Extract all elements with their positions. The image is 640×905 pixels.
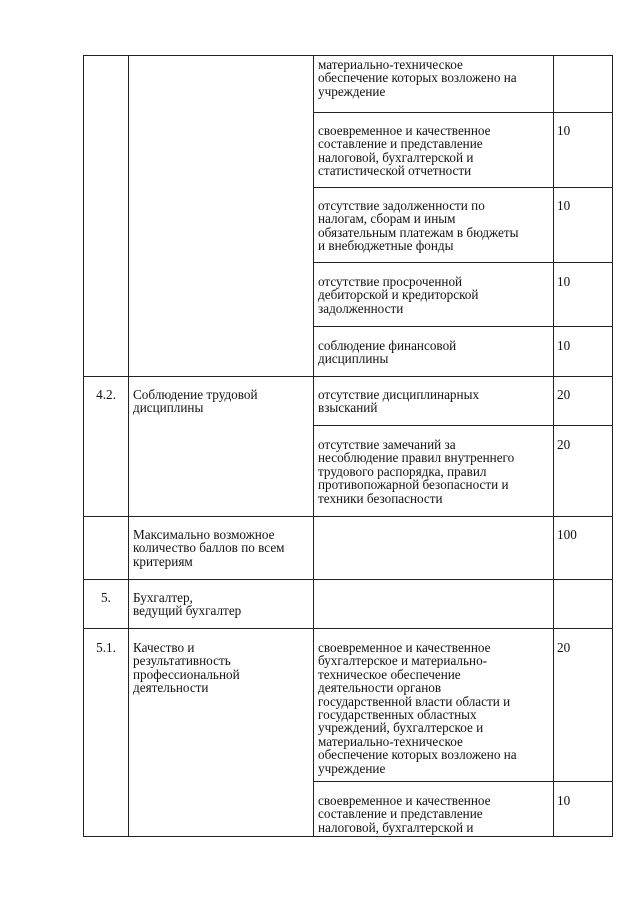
criterion-cell: отсутствие дисциплинарных взысканий [318, 387, 480, 416]
table-border-top [83, 55, 613, 56]
row-divider [83, 628, 613, 629]
column-divider-name [313, 55, 314, 837]
points-cell: 10 [557, 338, 571, 353]
name-cell: Максимально возможное количество баллов по всем критериям [133, 527, 285, 569]
row-divider [313, 187, 613, 188]
row-divider [313, 425, 613, 426]
points-cell: 20 [557, 387, 571, 402]
row-divider [313, 112, 613, 113]
number-cell: 5.1. [96, 640, 116, 655]
row-divider [83, 516, 613, 517]
criterion-cell: отсутствие просроченной дебиторской и кредиторской задолженности [318, 274, 479, 316]
row-divider [83, 579, 613, 580]
points-cell: 20 [557, 640, 571, 655]
number-cell: 4.2. [96, 387, 116, 402]
points-cell: 20 [557, 437, 571, 452]
row-divider [313, 781, 613, 782]
criterion-cell: своевременное и качественное составление и представление налоговой, бухгалтерской и статистической отчетности [318, 123, 491, 179]
points-cell: 10 [557, 198, 571, 213]
criterion-cell: отсутствие замечаний за несоблюдение правил внутреннего трудового распорядка, правил противопожарной безопасности и техники безопасности [318, 437, 515, 506]
criterion-cell: соблюдение финансовой дисциплины [318, 338, 457, 367]
table-border-bottom [83, 836, 613, 837]
row-divider [83, 376, 613, 377]
points-cell: 10 [557, 123, 571, 138]
column-divider-criterion [553, 55, 554, 837]
row-divider [313, 262, 613, 263]
number-cell: 5. [101, 590, 111, 605]
criterion-cell: своевременное и качественное бухгалтерское и материально- техническое обеспечение деятельности органов государственной власти области и государственных областных учреждений, бухгалтерское и материально-техническое обеспечение которых возложено на учреждение [318, 640, 517, 776]
criterion-cell: своевременное и качественное составление и представление налоговой, бухгалтерской и [318, 793, 491, 835]
column-divider-number [128, 55, 129, 837]
table-border-left [83, 55, 84, 837]
points-cell: 10 [557, 793, 571, 808]
points-cell: 10 [557, 274, 571, 289]
name-cell: Бухгалтер, ведущий бухгалтер [133, 590, 242, 619]
table-border-right [612, 55, 613, 837]
criterion-cell: материально-техническое обеспечение которых возложено на учреждение [318, 57, 517, 99]
name-cell: Качество и результативность профессиональной деятельности [133, 640, 240, 696]
name-cell: Соблюдение трудовой дисциплины [133, 387, 258, 416]
row-divider [313, 326, 613, 327]
points-cell: 100 [557, 527, 577, 542]
criterion-cell: отсутствие задолженности по налогам, сборам и иным обязательным платежам в бюджеты и внебюджетные фонды [318, 198, 519, 254]
